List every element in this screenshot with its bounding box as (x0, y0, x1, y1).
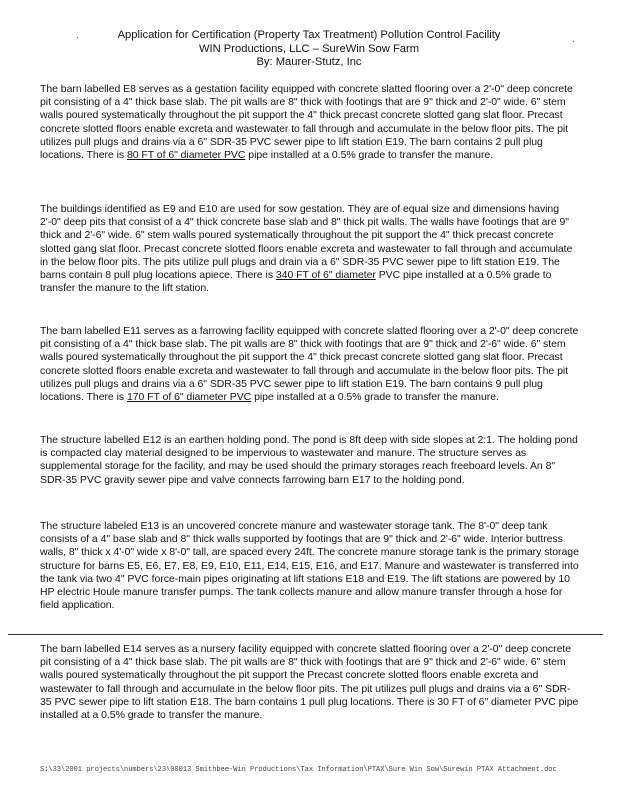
paragraph-barn-e11 (40, 325, 580, 404)
paragraph-barns-e9-e10 (40, 203, 580, 295)
underlined-pipe-length: 340 FT of 6" diameter (275, 269, 376, 282)
header-author: By: Maurer-Stutz, Inc (256, 56, 362, 68)
paragraph-tank-e13: The structure labeled E13 is an uncovered concrete manure and wastewater storage tank. The 8'-0" deep tank consists of a 4" base slab and 8" thick walls supported by footings that are 9" thick and 2'-6" wide. Interior buttress walls, 8" thick x 4'-0" wide x 8'-0" tall, are spaced every 24ft. The concrete manure storage tank is the primary storage structure for barns E5, E6, E7, E8, E9, E10, E11, E14, E15, E16, and E17. Manure and wastewater is transferred into the tank via two 4" PVC force-main pipes originating at lift stations E18 and E19. The lift stations are powered by 10 HP electric Houle manure transfer pumps. The tank collects manure and allow manure transfer through a hose for field application. (40, 520, 579, 612)
underlined-pipe-length: 80 FT of 6" diameter PVC (126, 149, 246, 162)
underlined-pipe-length: 170 FT of 6" diameter PVC (126, 391, 252, 404)
paragraph-barn-e8 (40, 83, 580, 162)
paragraph-text: PVC pipe installed at a 0.5% grade to transfer the manure to the lift station. (40, 269, 552, 295)
horizontal-divider (8, 634, 603, 635)
paragraph-text: pipe installed at a 0.5% grade to transfer the manure. (245, 149, 494, 162)
scan-mark: . (76, 30, 79, 41)
paragraph-pond-e12: The structure labelled E12 is an earthen holding pond. The pond is 8ft deep with side slopes at 2:1. The holding pond is compacted clay material designed to be impervious to wastewater and manure. The structure serves as supplemental storage for the facility, and may be used should the primary storages reach freeboard levels. An 8" SDR-35 PVC gravity sewer pipe and valve connects farrowing barn E17 to the holding pond. (40, 434, 578, 486)
document-header (0, 29, 618, 70)
footer-file-path: S:\33\2001 projects\numbers\23\00013 Smithbee-Win Productions\Tax Information\PTAX\Sure Win Sow\Surewin PTAX Attachment.doc (40, 766, 557, 774)
paragraph-text: The barn labelled E11 serves as a farrowing facility equipped with concrete slatted flooring over a 2'-0" deep concrete pit consisting of a 4" thick base slab. The pit walls are 8" thick with footings that are 9" thick and 2'-6" wide. 6" stem walls poured systematically throughout the pit support the 4" thick precast concrete slotted gang slat floor. Precast concrete slotted floors enable excreta and wastewater to fall through and accumulate in the below floor pits. The pit utilizes pull plugs and drains via a 6" SDR-35 PVC sewer pipe to lift station E19. The barn contains 9 pull plug locations. There is (40, 325, 579, 404)
paragraph-text: pipe installed at a 0.5% grade to transfer the manure. (251, 391, 499, 404)
paragraph-text: The barn labelled E8 serves as a gestation facility equipped with concrete slatted flooring over a 2'-0" deep concrete pit consisting of a 4" thick base slab. The pit walls are 8" thick with footings that are 9" thick and 2'-0" wide. 6" stem walls poured systematically throughout the pit support the 4" thick precast concrete slotted gang slat floor. Precast concrete slotted floors enable excreta and wastewater to fall through and accumulate in the below floor pits. The pit utilizes pull plugs and drains via a 6" SDR-35 PVC sewer pipe to lift station E19. The barn contains 2 pull plug locations. There is (40, 83, 573, 162)
paragraph-barn-e14: The barn labelled E14 serves as a nursery facility equipped with concrete slatted flooring over a 2'-0" deep concrete pit consisting of a 4" thick base slab. The pit walls are 8" thick with footings that are 9" thick and 2'-6" wide. 6" stem walls poured systematically throughout the pit support the Precast concrete slotted floors enable excreta and wastewater to fall through and accumulate in the below floor pits. The pit utilizes pull plugs and drains via a 6" SDR-35 PVC sewer pipe to lift station E18. The barn contains 1 pull plug locations. There is 30 FT of 6" diameter PVC pipe installed at a 0.5% grade to transfer the manure. (40, 643, 579, 722)
paragraph-text: The buildings identified as E9 and E10 are used for sow gestation. They are of equal size and dimensions having 2'-0" deep pits that consist of a 4" thick concrete base slab and 8" thick pit walls. The walls have footings that are 9" thick and 2'-6" wide. 6" stem walls poured systematically throughout the pit support the 4" thick precast concrete slotted gang slat floor. Precast concrete slotted floors enable excreta and wastewater to fall through and accumulate in the below floor pits. The pits utilize pull plugs and drain via a 6" SDR-35 PVC sewer pipe to lift station E19. The barns contain 8 pull plug locations apiece. There is (40, 203, 573, 282)
header-company: WIN Productions, LLC – SureWin Sow Farm (198, 42, 420, 55)
header-title: Application for Certification (Property Tax Treatment) Pollution Control Facility (117, 29, 501, 41)
scan-mark: . (572, 34, 575, 45)
